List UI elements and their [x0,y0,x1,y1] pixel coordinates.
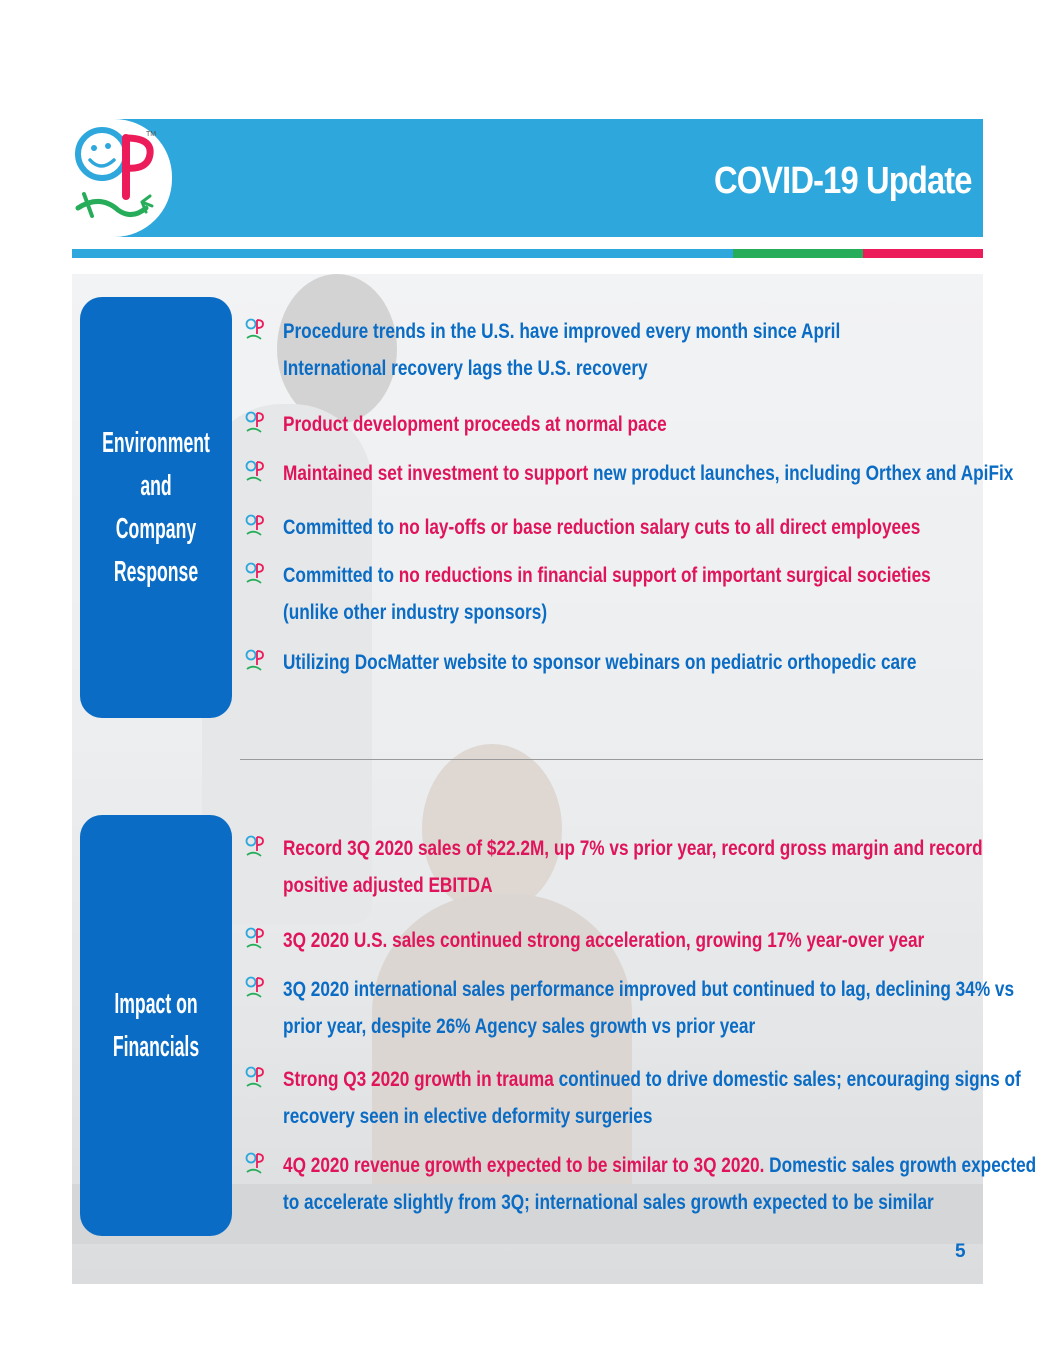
bullet-text-segment: Maintained set investment to support [283,462,593,485]
bullet-text-segment: 4Q 2020 revenue growth expected to be similar to 3Q 2020. [283,1154,770,1177]
bullet-text-segment: recovery seen in elective deformity surgeries [283,1105,653,1128]
bullet-text [283,1008,1013,1045]
section-label-environment [80,297,232,718]
bullet-text-segment: Strong Q3 2020 growth in trauma [283,1068,559,1091]
bullet-text-segment: no lay-offs or base reduction salary cuts to all direct employees [398,516,921,539]
bullet-text-segment: no reductions in financial support of important surgical societies [398,564,931,587]
bullet-text [283,1184,1013,1221]
bullet-logo-icon [245,1152,265,1176]
bullet-logo-icon [245,318,265,342]
bullet-logo-icon [245,649,265,673]
stripe-pink [863,249,983,258]
bullet-text [283,971,1013,1008]
bullet-text-segment: to accelerate slightly from 3Q; international sales growth expected to be similar [283,1191,934,1214]
bullet-text [283,406,1013,443]
logo-trademark: TM [146,131,157,138]
section-label-line: Company [115,512,197,545]
bullet-text-segment: Product development proceeds at normal pace [283,413,667,436]
section-label-line: and [140,469,172,502]
bullet-text-segment: Record 3Q 2020 sales of $22.2M, up 7% vs prior year, record gross margin and record [283,837,983,860]
section-label-line: Environment [102,426,210,459]
bullet-text-segment: International recovery lags the U.S. recovery [283,357,648,380]
bullet-text-segment: prior year, despite 26% Agency sales growth vs prior year [283,1015,756,1038]
bullet-text-segment: 3Q 2020 international sales performance improved but continued to lag, declining 34% vs [283,978,1015,1001]
page-number: 5 [955,1241,966,1262]
bullet-text [283,1147,1037,1184]
orthopediatrics-logo [70,116,160,231]
bullet-text-segment: Procedure trends in the U.S. have improved every month since April [283,320,841,343]
bullet-text-segment: Utilizing DocMatter website to sponsor webinars on pediatric orthopedic care [283,651,917,674]
page-title: COVID-19 Update [714,160,972,202]
bullet-text [283,455,1013,492]
bullet-text [283,594,1013,631]
bullet-text [283,1061,1021,1098]
bullet-text [283,1098,1013,1135]
bullet-text [283,557,1013,594]
bullet-text-segment: positive adjusted EBITDA [283,874,493,897]
section-label-impact [80,815,232,1236]
section-label-line: Impact on [114,987,198,1020]
bullet-text [283,509,1013,546]
stripe-blue [72,249,733,258]
bullet-text [283,313,1013,350]
bullet-logo-icon [245,835,265,859]
bullet-logo-icon [245,976,265,1000]
bullet-text-segment: 3Q 2020 U.S. sales continued strong acceleration, growing 17% year-over year [283,929,925,952]
bullet-logo-icon [245,927,265,951]
bullet-text-segment: (unlike other industry sponsors) [283,601,548,624]
bullet-text-segment: Domestic sales growth expected [769,1154,1037,1177]
bullet-text [283,350,1013,387]
bullet-logo-icon [245,1066,265,1090]
bullet-text-segment: new product launches, including Orthex and ApiFix [592,462,1014,485]
bullet-text [283,922,1013,959]
section-label-line: Response [113,555,199,588]
bullet-text-segment: Committed to [283,564,399,587]
bullet-logo-icon [245,411,265,435]
section-divider [240,759,983,760]
bullet-text [283,644,1013,681]
bullet-text-segment: Committed to [283,516,399,539]
stripe-green [733,249,863,258]
bullet-text-segment: continued to drive domestic sales; encouraging signs of [558,1068,1021,1091]
bullet-text [283,830,1013,867]
section-label-line: Financials [112,1030,200,1063]
bullet-text [283,867,1013,904]
bullet-logo-icon [245,514,265,538]
bullet-logo-icon [245,562,265,586]
bullet-logo-icon [245,460,265,484]
